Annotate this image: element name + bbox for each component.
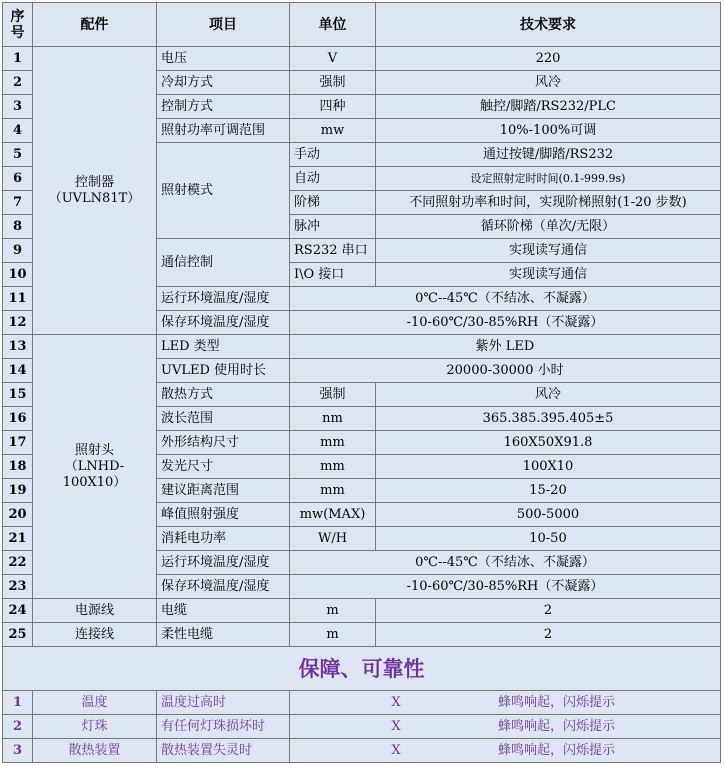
- requirement-cell: 蜂鸣响起，闪烁提示: [498, 718, 616, 734]
- guarantee-detail: [290, 691, 721, 715]
- requirement-cell: 设定照射定时时间(0.1-999.9s): [376, 167, 721, 191]
- item-cell: 运行环境温度/湿度: [157, 551, 290, 575]
- table-row: [3, 599, 721, 623]
- requirement-cell: 0℃--45℃（不结冰、不凝露）: [290, 551, 721, 575]
- requirement-cell: 0℃--45℃（不结冰、不凝露）: [290, 287, 721, 311]
- part-cell: 电源线: [33, 599, 157, 623]
- requirement-cell: 220: [376, 47, 721, 71]
- item-cell: 保存环境温度/湿度: [157, 311, 290, 335]
- part-model: （LNHD-100X10）: [62, 458, 127, 490]
- unit-cell: m: [290, 599, 376, 623]
- unit-cell: 强制: [290, 383, 376, 407]
- item-cell: 波长范围: [157, 407, 290, 431]
- part-controller: [33, 47, 157, 335]
- item-cell: 峰值照射强度: [157, 503, 290, 527]
- header-row: [3, 3, 721, 47]
- row-number: 22: [3, 551, 33, 575]
- requirement-cell: 风冷: [376, 383, 721, 407]
- row-number: 2: [3, 715, 33, 739]
- unit-cell: mw: [290, 119, 376, 143]
- requirement-cell: 实现读写通信: [376, 239, 721, 263]
- requirement-cell: 实现读写通信: [376, 263, 721, 287]
- row-number: 9: [3, 239, 33, 263]
- row-number: 20: [3, 503, 33, 527]
- row-number: 19: [3, 479, 33, 503]
- part-cell: 散热装置: [33, 739, 157, 763]
- part-name: 照射头: [74, 442, 114, 458]
- table-row: [3, 623, 721, 647]
- unit-cell: mm: [290, 431, 376, 455]
- row-number: 6: [3, 167, 33, 191]
- requirement-cell: 2: [376, 599, 721, 623]
- unit-cell: RS232 串口: [290, 239, 376, 263]
- item-cell: 发光尺寸: [157, 455, 290, 479]
- unit-cell: I\O 接口: [290, 263, 376, 287]
- unit-cell: X: [391, 718, 401, 734]
- row-number: 3: [3, 739, 33, 763]
- row-number: 12: [3, 311, 33, 335]
- item-cell: 建议距离范围: [157, 479, 290, 503]
- header-seq: 序号: [3, 3, 33, 47]
- unit-cell: 阶梯: [290, 191, 376, 215]
- part-name: 控制器: [74, 174, 114, 190]
- table-row: [3, 335, 721, 359]
- item-cell: UVLED 使用时长: [157, 359, 290, 383]
- row-number: 10: [3, 263, 33, 287]
- row-number: 3: [3, 95, 33, 119]
- table-row: [3, 739, 721, 763]
- part-model: （UVLN81T）: [48, 190, 141, 206]
- guarantee-detail: [290, 715, 721, 739]
- item-cell: 电缆: [157, 599, 290, 623]
- unit-cell: mm: [290, 479, 376, 503]
- row-number: 17: [3, 431, 33, 455]
- item-cell: 电压: [157, 47, 290, 71]
- header-unit: 单位: [290, 3, 376, 47]
- unit-cell: 手动: [290, 143, 376, 167]
- item-cell: 控制方式: [157, 95, 290, 119]
- requirement-cell: 风冷: [376, 71, 721, 95]
- requirement-cell: 不同照射功率和时间，实现阶梯照射(1-20 步数): [376, 191, 721, 215]
- item-cell: 柔性电缆: [157, 623, 290, 647]
- requirement-cell: 触控/脚踏/RS232/PLC: [376, 95, 721, 119]
- part-cell: 连接线: [33, 623, 157, 647]
- unit-cell: mw(MAX): [290, 503, 376, 527]
- header-requirement: 技术要求: [376, 3, 721, 47]
- row-number: 15: [3, 383, 33, 407]
- row-number: 2: [3, 71, 33, 95]
- unit-cell: X: [391, 742, 401, 758]
- unit-cell: nm: [290, 407, 376, 431]
- requirement-cell: 循环阶梯（单次/无限）: [376, 215, 721, 239]
- row-number: 8: [3, 215, 33, 239]
- row-number: 4: [3, 119, 33, 143]
- row-number: 14: [3, 359, 33, 383]
- requirement-cell: 通过按键/脚踏/RS232: [376, 143, 721, 167]
- row-number: 7: [3, 191, 33, 215]
- requirement-cell: 365.385.395.405±5: [376, 407, 721, 431]
- item-cell: 照射功率可调范围: [157, 119, 290, 143]
- item-cell: 保存环境温度/湿度: [157, 575, 290, 599]
- requirement-cell: 10-50: [376, 527, 721, 551]
- unit-cell: V: [290, 47, 376, 71]
- item-cell: 有任何灯珠损坏时: [157, 715, 290, 739]
- row-number: 21: [3, 527, 33, 551]
- requirement-cell: 20000-30000 小时: [290, 359, 721, 383]
- row-number: 16: [3, 407, 33, 431]
- item-cell: 温度过高时: [157, 691, 290, 715]
- row-number: 13: [3, 335, 33, 359]
- item-cell: LED 类型: [157, 335, 290, 359]
- unit-cell: X: [391, 694, 401, 710]
- guarantee-title: 保障、可靠性: [3, 647, 721, 691]
- row-number: 23: [3, 575, 33, 599]
- row-number: 24: [3, 599, 33, 623]
- part-head-unit: [33, 335, 157, 599]
- item-cell: 散热方式: [157, 383, 290, 407]
- guarantee-title-row: [3, 647, 721, 691]
- header-part: 配件: [33, 3, 157, 47]
- unit-cell: 自动: [290, 167, 376, 191]
- row-number: 1: [3, 691, 33, 715]
- row-number: 25: [3, 623, 33, 647]
- guarantee-detail: [290, 739, 721, 763]
- requirement-cell: 100X10: [376, 455, 721, 479]
- item-cell: 冷却方式: [157, 71, 290, 95]
- requirement-cell: 160X50X91.8: [376, 431, 721, 455]
- item-cell-comm: 通信控制: [157, 239, 290, 287]
- header-item: 项目: [157, 3, 290, 47]
- requirement-cell: 紫外 LED: [290, 335, 721, 359]
- requirement-cell: 10%-100%可调: [376, 119, 721, 143]
- table-row: [3, 47, 721, 71]
- row-number: 1: [3, 47, 33, 71]
- requirement-cell: 蜂鸣响起，闪烁提示: [498, 694, 616, 710]
- part-cell: 灯珠: [33, 715, 157, 739]
- requirement-cell: -10-60℃/30-85%RH（不凝露）: [290, 311, 721, 335]
- table-row: [3, 691, 721, 715]
- requirement-cell: 蜂鸣响起，闪烁提示: [498, 742, 616, 758]
- part-cell: 温度: [33, 691, 157, 715]
- table-row: [3, 715, 721, 739]
- row-number: 11: [3, 287, 33, 311]
- unit-cell: mm: [290, 455, 376, 479]
- row-number: 5: [3, 143, 33, 167]
- requirement-cell: 2: [376, 623, 721, 647]
- requirement-cell: 15-20: [376, 479, 721, 503]
- spec-table: [2, 2, 721, 763]
- row-number: 18: [3, 455, 33, 479]
- item-cell: 外形结构尺寸: [157, 431, 290, 455]
- item-cell: 消耗电功率: [157, 527, 290, 551]
- item-cell-mode: 照射模式: [157, 143, 290, 239]
- unit-cell: W/H: [290, 527, 376, 551]
- requirement-cell: 500-5000: [376, 503, 721, 527]
- unit-cell: m: [290, 623, 376, 647]
- unit-cell: 脉冲: [290, 215, 376, 239]
- item-cell: 散热装置失灵时: [157, 739, 290, 763]
- item-cell: 运行环境温度/湿度: [157, 287, 290, 311]
- requirement-cell: -10-60℃/30-85%RH（不凝露）: [290, 575, 721, 599]
- unit-cell: 四种: [290, 95, 376, 119]
- unit-cell: 强制: [290, 71, 376, 95]
